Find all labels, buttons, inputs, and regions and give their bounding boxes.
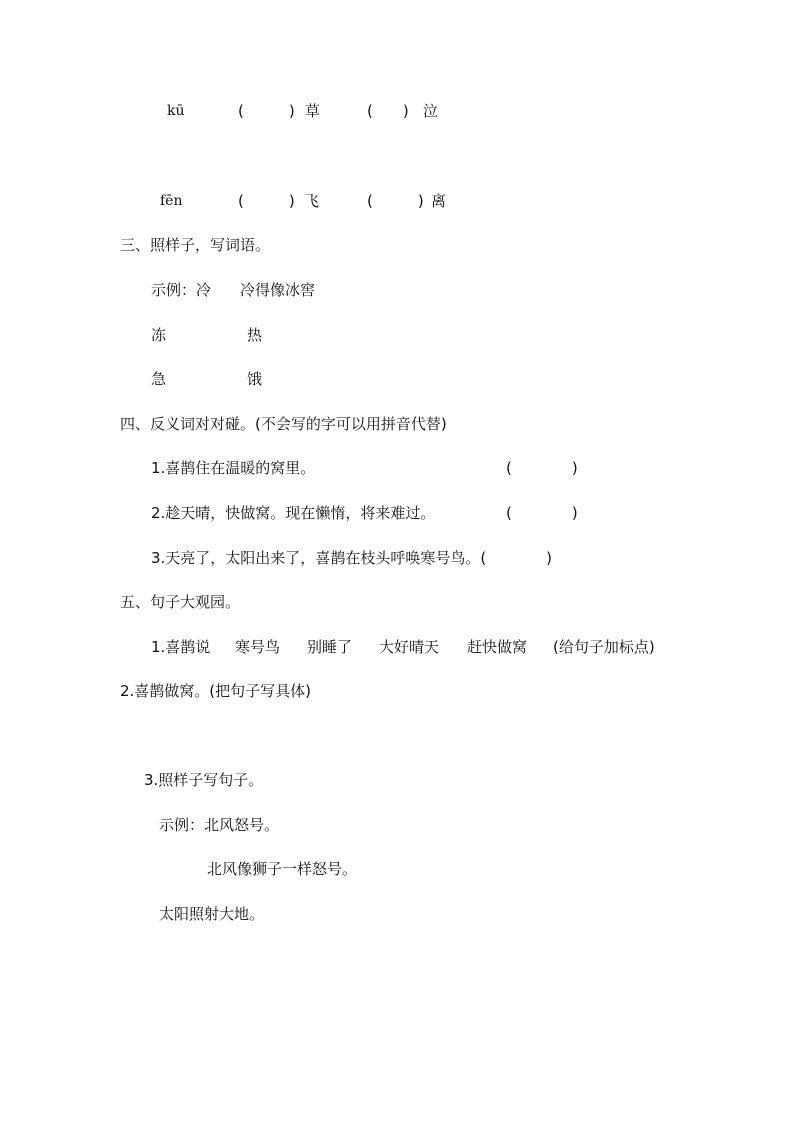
example-label: 示例：北风怒号。 — [159, 816, 280, 834]
sentence-word: 别睡了 — [307, 638, 353, 656]
word-prompt: 饿 — [247, 370, 263, 388]
answer-blank[interactable]: ( ) — [367, 102, 409, 120]
question-text: 3.天亮了，太阳出来了，喜鹊在枝头呼唤寒号鸟。( ) — [151, 549, 553, 567]
word-char: 飞 — [304, 192, 320, 210]
answer-blank[interactable]: ( ) — [238, 102, 295, 120]
answer-blank[interactable]: ( ) — [367, 192, 424, 210]
word-prompt: 急 — [151, 370, 167, 388]
word-prompt: 热 — [247, 326, 263, 344]
instruction-note: (给句子加标点) — [553, 638, 655, 656]
section-heading-4: 四、反义词对对碰。(不会写的字可以用拼音代替) — [120, 415, 447, 433]
answer-blank[interactable]: ( ) — [506, 504, 578, 522]
sentence-word: 大好晴天 — [379, 638, 440, 656]
sentence-word: 1.喜鹊说 — [151, 638, 211, 656]
sentence-word: 赶快做窝 — [467, 638, 528, 656]
sentence-word: 寒号鸟 — [235, 638, 281, 656]
pinyin-text: kū — [167, 103, 185, 119]
word-char: 泣 — [423, 102, 439, 120]
question-text: 2.喜鹊做窝。(把句子写具体) — [120, 682, 312, 700]
pinyin-text: fēn — [160, 193, 183, 209]
question-text: 2.趁天晴，快做窝。现在懒惰，将来难过。 — [151, 504, 436, 522]
example-label: 示例：冷 — [151, 281, 212, 299]
answer-blank[interactable]: ( ) — [238, 192, 295, 210]
example-answer: 冷得像冰窖 — [240, 281, 316, 299]
question-text: 1.喜鹊住在温暖的窝里。 — [151, 459, 316, 477]
task-sentence: 太阳照射大地。 — [159, 905, 265, 923]
answer-blank[interactable]: ( ) — [506, 459, 578, 477]
word-char: 草 — [305, 102, 321, 120]
section-heading-3: 三、照样子，写词语。 — [120, 236, 271, 254]
word-prompt: 冻 — [151, 326, 167, 344]
example-answer: 北风像狮子一样怒号。 — [207, 860, 358, 878]
word-char: 离 — [431, 192, 447, 210]
question-text: 3.照样子写句子。 — [144, 771, 264, 789]
section-heading-5: 五、句子大观园。 — [120, 593, 241, 611]
